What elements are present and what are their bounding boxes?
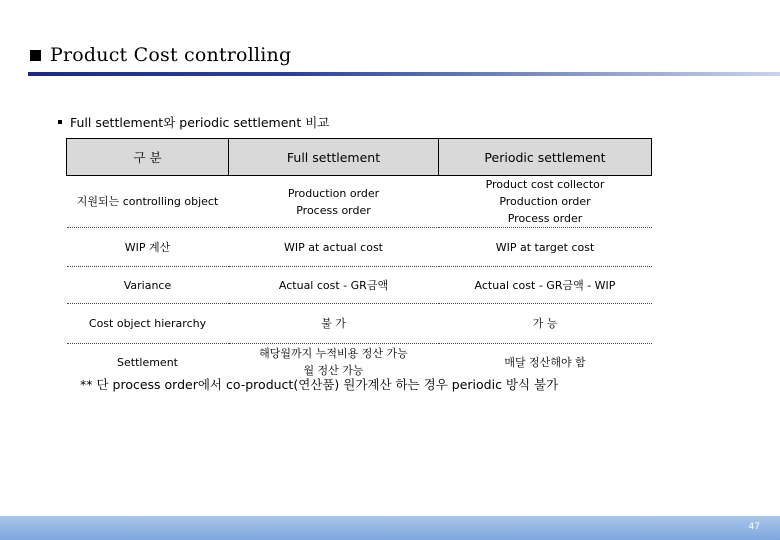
full-cell: 불 가 bbox=[229, 304, 439, 344]
cell-line: Product cost collector bbox=[485, 178, 605, 191]
full-cell: Actual cost - GR금액 bbox=[229, 267, 439, 304]
table-row bbox=[67, 228, 652, 267]
header-periodic-settlement: Periodic settlement bbox=[439, 139, 652, 176]
table-row bbox=[67, 304, 652, 344]
full-cell bbox=[229, 176, 439, 228]
header-full-settlement: Full settlement bbox=[229, 139, 439, 176]
row-label: 지원되는 controlling object bbox=[67, 176, 229, 228]
section-subtitle bbox=[58, 113, 329, 131]
table-row bbox=[67, 267, 652, 304]
table-header-row bbox=[67, 139, 652, 176]
comparison-table bbox=[66, 138, 652, 380]
full-cell: WIP at actual cost bbox=[229, 228, 439, 267]
periodic-cell: 매달 정산해야 함 bbox=[439, 344, 652, 381]
cell-line: Production order bbox=[287, 186, 380, 200]
periodic-cell bbox=[439, 176, 652, 228]
row-label: Cost object hierarchy bbox=[67, 304, 229, 344]
slide-title-bar bbox=[28, 44, 780, 74]
footnote: ** 단 process order에서 co-product(연산품) 원가계산 하는 경우 periodic 방식 불가 bbox=[80, 377, 559, 392]
table-row bbox=[67, 176, 652, 228]
periodic-cell: Actual cost - GR금액 - WIP bbox=[439, 267, 652, 304]
periodic-cell: WIP at target cost bbox=[439, 228, 652, 267]
cell-line: 월 정산 가능 bbox=[303, 364, 364, 377]
cell-line: Process order bbox=[507, 212, 583, 225]
square-bullet-icon bbox=[30, 50, 41, 61]
cell-line: Process order bbox=[296, 203, 371, 217]
title-underline bbox=[28, 72, 780, 76]
footer-bar bbox=[0, 516, 780, 540]
row-label: Variance bbox=[67, 267, 229, 304]
slide-title: Product Cost controlling bbox=[50, 44, 292, 66]
subtitle-text: Full settlement와 periodic settlement 비교 bbox=[70, 115, 330, 130]
row-label: WIP 계산 bbox=[67, 228, 229, 267]
cell-line: Production order bbox=[499, 195, 591, 208]
page-number: 47 bbox=[748, 522, 760, 532]
cell-line: 해당월까지 누적비용 정산 가능 bbox=[259, 347, 408, 360]
periodic-cell: 가 능 bbox=[439, 304, 652, 344]
header-category: 구 분 bbox=[67, 139, 229, 176]
bullet-icon bbox=[58, 120, 62, 124]
row-label: Settlement bbox=[67, 344, 229, 381]
